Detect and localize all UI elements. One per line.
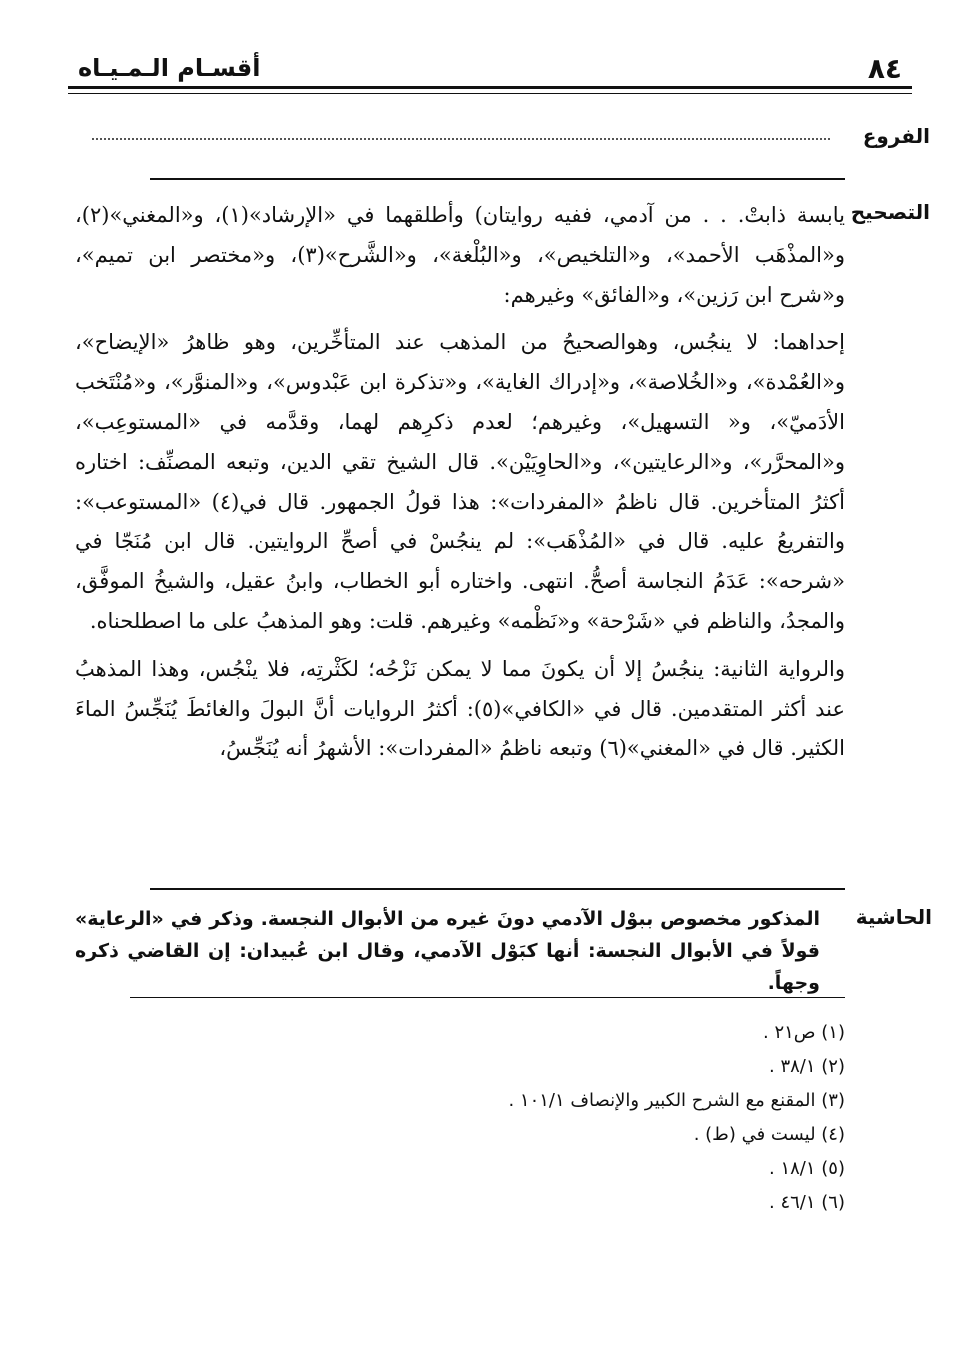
chapter-title: أقسـام الـمـيـاه	[78, 54, 261, 82]
section-label-furu: الفروع	[862, 124, 930, 148]
footnote-item: (٦) ٤٦/١ .	[769, 1192, 845, 1213]
running-header	[70, 50, 910, 86]
dotted-placeholder-line	[92, 128, 830, 140]
tashih-paragraph: إحداهما: لا ينجُس، وهوالصحيحُ من المذهب عند المتأخِّرين، وهو ظاهرُ «الإيضاح»، و«العُمْدة»، و«الخُلاصة»، و«إدراك الغاية»، و«تذكرة ابن عَبْدوس»، و«المنوَّر»، و«مُنْتَخب الأدَميّ»، و« التسهيل»، وغيرهم؛ لعدم ذكرِهم لهما، وقدَّمه في «المستوعِب»، و«المحرَّر»، و«الرعايتين»، و«الحاوِيَيْن». قال الشيخ تقي الدين، وتبعه المصنِّف: اختاره أكثرُ المتأخرين. قال ناظمُ «المفردات»: هذا قولُ الجمهور. قال في(٤) «المستوعب»: والتفريعُ عليه. قال في «المُذْهَب»: لم ينجُسْ في أصحِّ الروايتين. قال ابن مُنَجّا في «شرحه»: عَدَمُ النجاسة أصحُّ. انتهى. واختاره أبو الخطاب، وابنُ عقيل، والشيخُ الموفَّق، والمجدُ، والناظم في «شَرْحة» و«نَظْمه» وغيرهم. قلت: وهو المذهبُ على ما اصطلحناه.	[75, 330, 845, 633]
page-number: ٨٤	[867, 52, 902, 85]
section-divider	[150, 178, 845, 180]
footnote-item: (٥) ١٨/١ .	[769, 1158, 845, 1179]
tashih-paragraph: يابسة ذابتْ. . . من آدمي، ففيه روايتان) وأطلقهما في «الإرشاد»(١)، و«المغني»(٢)، و«المذْهَب الأحمد»، و«التلخيص»، و«البُلْغة»، و«الشَّرح»(٣)، و«مختصر ابن تميم»، و«شرح ابن رَزين»، و«الفائق» وغيرهم:	[75, 203, 845, 307]
footnote-item: (١) ص٢١ .	[762, 1022, 845, 1043]
footnote-item: (٢) ٣٨/١ .	[769, 1056, 845, 1077]
tashih-paragraph: والرواية الثانية: ينجُسُ إلا أن يكونَ مما لا يمكن نَزْحُه؛ لكَثْرتِه، فلا ينْجُس، وهذا المذهبُ عند أكثر المتقدمين. قال في «الكافي»(٥): أكثرُ الروايات أنَّ البولَ والغائطَ يُنَجِّسُ الماءَ الكثير. قال في «المغني»(٦) وتبعه ناظمُ «المفردات»: الأشهرُ أنه يُنَجِّسُ،	[75, 656, 845, 761]
footnote-divider	[130, 997, 845, 998]
tashih-body	[75, 196, 845, 769]
section-label-tashih: التصحيح	[850, 200, 930, 224]
footnote-item: (٣) المقنع مع الشرح الكبير والإنصاف ١٠١/١ .	[508, 1090, 845, 1111]
header-rule-thin	[68, 93, 912, 94]
section-divider	[150, 888, 845, 890]
section-label-hashiya: الحاشية	[855, 905, 932, 929]
header-rule-thick	[68, 86, 912, 89]
footnote-item: (٤) ليست في (ط) .	[693, 1124, 845, 1145]
hashiya-text: المذكور مخصوص ببوْل الآدمي دونَ غيره من الأبوال النجسة. وذكر في «الرعاية» قولاً في الأبوال النجسة: أنها كبَوْل الآدمي، وقال ابن عُبيدان: إن القاضي ذكره وجهاً.	[75, 908, 820, 994]
hashiya-body	[75, 903, 820, 999]
footnotes	[345, 1016, 845, 1220]
